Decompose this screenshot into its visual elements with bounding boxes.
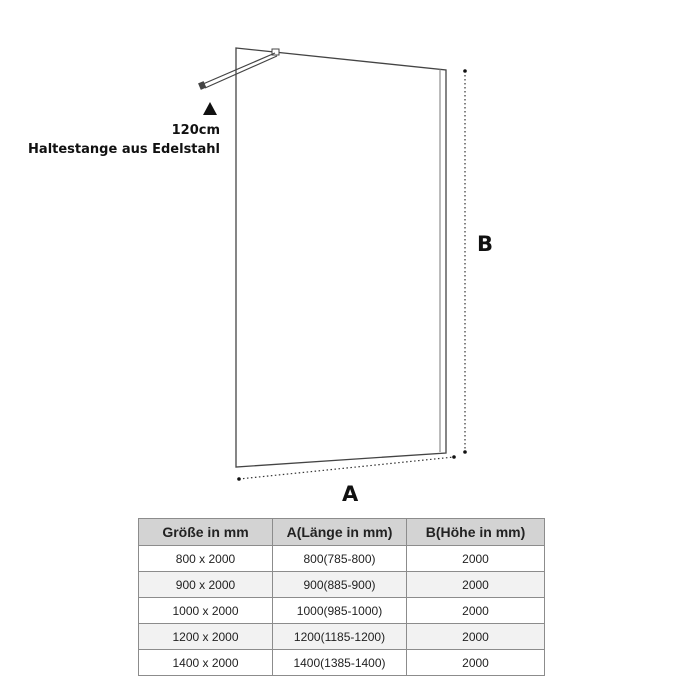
cell-length: 1000(985-1000) bbox=[273, 598, 407, 624]
dimension-b-label: B bbox=[477, 232, 494, 256]
cell-size: 1000 x 2000 bbox=[139, 598, 273, 624]
table-row bbox=[139, 572, 545, 598]
dimension-a-start bbox=[237, 477, 241, 481]
cell-size: 1400 x 2000 bbox=[139, 650, 273, 676]
dimension-a-end bbox=[452, 455, 456, 459]
table-row bbox=[139, 546, 545, 572]
up-triangle-icon bbox=[203, 102, 217, 115]
dimension-b-start bbox=[463, 69, 467, 73]
rod-end-cap bbox=[198, 81, 206, 90]
cell-height: 2000 bbox=[407, 650, 545, 676]
dimension-a-label: A bbox=[342, 482, 359, 506]
header-height: B(Höhe in mm) bbox=[407, 519, 545, 546]
cell-length: 800(785-800) bbox=[273, 546, 407, 572]
dimension-b-end bbox=[463, 450, 467, 454]
header-length: A(Länge in mm) bbox=[273, 519, 407, 546]
stabilizer-rod bbox=[203, 53, 277, 88]
size-table bbox=[138, 518, 545, 676]
cell-height: 2000 bbox=[407, 624, 545, 650]
header-size: Größe in mm bbox=[139, 519, 273, 546]
rod-length: 120cm bbox=[171, 123, 220, 138]
cell-length: 1400(1385-1400) bbox=[273, 650, 407, 676]
table-header-row bbox=[139, 519, 545, 546]
cell-size: 900 x 2000 bbox=[139, 572, 273, 598]
cell-length: 1200(1185-1200) bbox=[273, 624, 407, 650]
table-row bbox=[139, 624, 545, 650]
cell-length: 900(885-900) bbox=[273, 572, 407, 598]
glass-panel-outline bbox=[236, 48, 446, 467]
cell-height: 2000 bbox=[407, 546, 545, 572]
cell-height: 2000 bbox=[407, 598, 545, 624]
table-row bbox=[139, 650, 545, 676]
table-row bbox=[139, 598, 545, 624]
dimension-a-line bbox=[239, 457, 454, 479]
cell-height: 2000 bbox=[407, 572, 545, 598]
cell-size: 1200 x 2000 bbox=[139, 624, 273, 650]
cell-size: 800 x 2000 bbox=[139, 546, 273, 572]
rod-description: Haltestange aus Edelstahl bbox=[28, 142, 220, 157]
rod-label bbox=[28, 121, 220, 159]
